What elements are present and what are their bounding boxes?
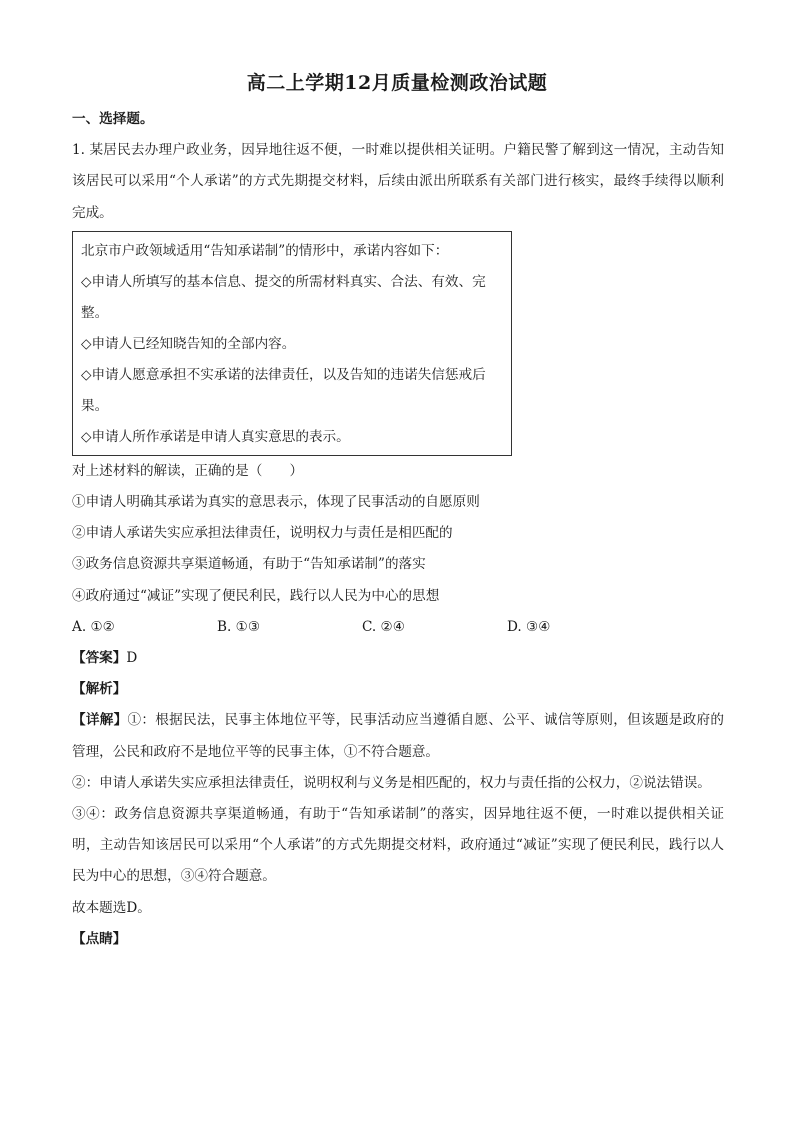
question-stem: 1. 某居民去办理户政业务，因异地往返不便，一时难以提供相关证明。户籍民警了解到这一情况，主动告知该居民可以采用“个人承诺”的方式先期提交材料，后续由派出所联系有关部门进行核实，最终手续得以顺利完成。 bbox=[72, 142, 724, 221]
answer-options bbox=[72, 612, 652, 643]
option-b: B. ①③ bbox=[217, 618, 261, 635]
option-c: C. ②④ bbox=[362, 618, 405, 635]
option-d: D. ③④ bbox=[507, 618, 551, 635]
material-box-line: ◇申请人所作承诺是申请人真实意思的表示。 bbox=[81, 428, 350, 445]
statement-item: ④政府通过“减证”实现了便民利民，践行以人民为中心的思想 bbox=[72, 587, 440, 604]
answer-value: D bbox=[126, 650, 138, 667]
question-prompt: 对上述材料的解读，正确的是（ ） bbox=[72, 462, 304, 479]
page-title: 高二上学期12月质量检测政治试题 bbox=[246, 72, 548, 94]
document-content bbox=[72, 104, 724, 955]
answer-label: 【答案】 bbox=[72, 650, 127, 667]
detail-conclusion: 故本题选D。 bbox=[72, 899, 151, 916]
statement-item: ③政务信息资源共享渠道畅通，有助于“告知承诺制”的落实 bbox=[72, 556, 426, 573]
option-a: A. ①② bbox=[72, 618, 115, 635]
material-box-line: ◇申请人已经知晓告知的全部内容。 bbox=[81, 335, 296, 352]
detail-paragraph-2: ②：申请人承诺失实应承担法律责任，说明权利与义务是相匹配的，权力与责任指的公权力，②说法错误。 bbox=[72, 774, 711, 791]
detail-label: 【详解】 bbox=[72, 712, 128, 729]
answer-line bbox=[72, 643, 724, 674]
statement-item: ②申请人承诺失实应承担法律责任，说明权力与责任是相匹配的 bbox=[72, 525, 453, 542]
analysis-label: 【解析】 bbox=[72, 681, 127, 698]
statement-item: ①申请人明确其承诺为真实的意思表示，体现了民事活动的自愿原则 bbox=[72, 494, 480, 511]
detail-paragraph-1 bbox=[72, 705, 724, 767]
material-box bbox=[72, 231, 512, 456]
comment-label: 【点睛】 bbox=[72, 930, 127, 947]
detail-text-1: ①：根据民法，民事主体地位平等，民事活动应当遵循自愿、公平、诚信等原则，但该题是政府的管理，公民和政府不是地位平等的民事主体，①不符合题意。 bbox=[72, 712, 724, 760]
detail-paragraph-3: ③④：政务信息资源共享渠道畅通，有助于“告知承诺制”的落实，因异地往返不便，一时难以提供相关证明，主动告知该居民可以采用“个人承诺”的方式先期提交材料，政府通过“减证”实现了便民利民，践行以人民为中心的思想，③④符合题意。 bbox=[72, 806, 724, 885]
material-box-line: 北京市户政领域适用“告知承诺制”的情形中，承诺内容如下： bbox=[81, 242, 449, 259]
section-heading: 一、选择题。 bbox=[72, 111, 154, 127]
material-box-line: ◇申请人愿意承担不实承诺的法律责任，以及告知的违诺失信惩戒后果。 bbox=[81, 366, 486, 414]
material-box-line: ◇申请人所填写的基本信息、提交的所需材料真实、合法、有效、完整。 bbox=[81, 273, 486, 321]
